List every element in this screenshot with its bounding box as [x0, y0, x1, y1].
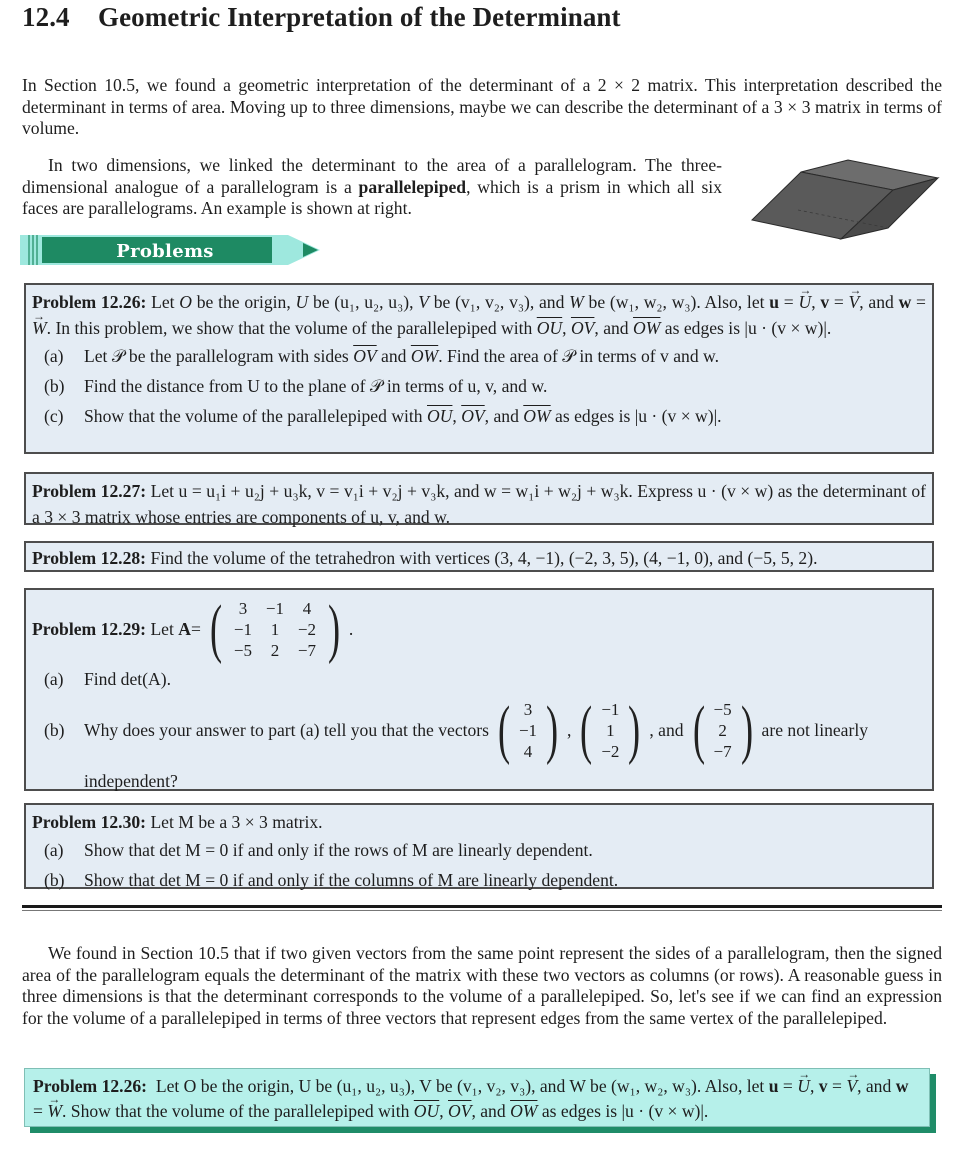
text: Let: [151, 292, 180, 312]
matrix-entry: −5: [233, 640, 252, 660]
point-o: O: [179, 292, 193, 312]
vector-u: u: [769, 292, 780, 312]
text: as edges is |u · (v × w)|.: [660, 318, 832, 338]
segment-ow: $\overline{OW}$: [633, 318, 661, 338]
part-label: (a): [44, 840, 64, 860]
vector-arrow-v: → V: [849, 289, 860, 315]
text: as edges is |u · (v × w)|.: [537, 1101, 709, 1121]
section-divider: [22, 905, 942, 908]
part-text: Show that det M = 0 if and only if the columns of M are linearly dependent.: [84, 870, 619, 890]
segment-ou: $\overline{OU}$: [536, 318, 563, 338]
text: Let 𝒫 be the parallelogram with sides: [84, 346, 354, 366]
text: as edges is |u · (v × w)|.: [550, 406, 722, 426]
text: , which is a prism in which all six faces are parallelograms. An example is shown at right.: [22, 176, 722, 218]
segment-ov: $\overline{OV}$: [353, 346, 377, 366]
segment-ov: $\overline{OV}$: [448, 1101, 472, 1121]
problem-part-b: [32, 865, 926, 895]
problem-part-b-continued: [32, 766, 926, 796]
text: Let O be the origin, U be (u₁, u₂, u₃), V be (v₁, v₂, v₃), and W be (w₁, w₂, w₃). Also, let: [155, 1076, 769, 1096]
text: be the origin,: [192, 292, 296, 312]
text: =: [911, 292, 926, 312]
part-label: (c): [44, 406, 64, 426]
vector-w: w: [898, 292, 912, 312]
vector-entry: 4: [523, 741, 533, 761]
text: In two dimensions, we linked the determinant to the area of a parallelogram. The three-dimensional analogue of a parallelogram is a: [22, 155, 722, 197]
matrix-entry: −1: [233, 619, 252, 639]
part-text: Find det(A).: [84, 669, 171, 689]
part-label: (a): [44, 669, 64, 689]
section-number: 12.4: [22, 2, 70, 32]
part-text: [84, 341, 719, 371]
problem-part-a: [32, 664, 926, 694]
text: . Show that the volume of the parallelepiped with: [61, 1101, 414, 1121]
vector-entry: 1: [606, 720, 615, 740]
section-heading: [22, 2, 621, 33]
text: =: [778, 1076, 798, 1096]
problem-title: Problem 12.26:: [33, 1076, 148, 1096]
left-paren: (: [497, 693, 511, 766]
vector-arrow-u: → U: [798, 289, 811, 315]
right-paren: ): [628, 693, 641, 766]
matrix-entries: [227, 598, 323, 661]
left-paren: (: [580, 693, 593, 766]
matrix-entry: −1: [265, 598, 284, 618]
vector-u: u: [768, 1076, 779, 1096]
point-u: U: [295, 292, 309, 312]
problem-statement: [32, 594, 926, 664]
text: , and: [857, 1076, 896, 1096]
problem-title: Problem 12.29:: [32, 619, 147, 639]
section-title: Geometric Interpretation of the Determinant: [98, 2, 621, 32]
problems-label: Problems: [116, 241, 214, 262]
right-paren: ): [740, 693, 753, 766]
part-text: Find the distance from U to the plane of 𝒫 in terms of u, v, and w.: [84, 376, 548, 396]
matrix-name: A: [178, 619, 192, 639]
text: . Find the area of 𝒫 in terms of v and w.: [438, 346, 719, 366]
vector-entry: −1: [601, 699, 620, 719]
problem-text: Let M be a 3 × 3 matrix.: [150, 812, 323, 832]
part-text: Show that det M = 0 if and only if the rows of M are linearly dependent.: [84, 840, 593, 860]
vector-arrow-u: → U: [797, 1074, 810, 1099]
problem-12-27: [24, 472, 934, 525]
text: Let: [150, 619, 174, 639]
text: Show that the volume of the parallelepiped with: [84, 406, 427, 426]
segment-ow: $\overline{OW}$: [410, 346, 439, 366]
part-label: (a): [44, 346, 64, 366]
part-text: Show that the volume of the parallelepiped with $\overline{OU}$, $\overline{OV}$, and $\overline{OW}$ as edges is |u · (v × w)|.: [84, 406, 722, 426]
vector-entry: −2: [601, 741, 620, 761]
text: , and: [649, 720, 684, 740]
text: =: [33, 1101, 48, 1121]
matrix-entry: −7: [297, 640, 316, 660]
vector-w: w: [895, 1076, 909, 1096]
part-text: Why does your answer to part (a) tell you that the vectors: [84, 720, 490, 740]
vector-entry: 3: [523, 699, 533, 719]
body-paragraph: We found in Section 10.5 that if two given vectors from the same point represent the sides of a parallelogram, then the signed area of the parallelogram equals the determinant of the matrix with these two vectors as columns (or rows). A reasonable guess in three dimensions is that the determinant corresponds to the volume of a parallelepiped. So, let's see if we can find an expression for the volume of a parallelepiped in terms of three vectors that represent edges from the same vertex of the parallelepiped.: [22, 943, 942, 1028]
problem-text: Find the volume of the tetrahedron with vertices (3, 4, −1), (−2, 3, 5), (4, −1, 0), and (−5, 5, 2).: [150, 548, 818, 568]
problem-12-26-callout: Problem 12.26: Let O be the origin, U be (u₁, u₂, u₃), V be (v₁, v₂, v₃), and W be (w₁, w₂, w₃). Also, let u = → U, v = → V, and w = → W. Show that the volume of the parallelepiped with $\overline{OU}$, $\overline{OV}$, and $\overline{OW}$ as edges is |u · (v × w)|.: [24, 1068, 930, 1127]
term-parallelepiped: parallelepiped: [358, 176, 467, 197]
intro-paragraph: In Section 10.5, we found a geometric interpretation of the determinant of a 2 × 2 matrix. This interpretation described the determinant in terms of area. Moving up to three dimensions, maybe we can describe the determinant of a 3 × 3 matrix in terms of volume.: [22, 75, 942, 138]
segment-ow: $\overline{OW}$: [523, 406, 551, 426]
problem-title: Problem 12.27:: [32, 481, 147, 501]
vector-1: [493, 693, 563, 766]
segment-ou: $\overline{OU}$: [427, 406, 453, 426]
vector-3: [688, 693, 758, 766]
problem-part-a: [32, 341, 926, 371]
vector-arrow-w: → W: [32, 315, 47, 341]
text: =: [779, 292, 799, 312]
problem-part-c: [32, 401, 926, 431]
problem-statement: Problem 12.26: Let O be the origin, U be (u₁, u₂, u₃), V be (v₁, v₂, v₃), and W be (w₁, w₂, w₃). Also, let u = → U, v = → V, and w = → W. In this problem, we show that the volume of the parallelepiped with $\overline{OU}$, $\overline{OV}$, and $\overline{OW}$ as edges is |u · (v × w)|.: [32, 289, 926, 341]
problem-statement: [32, 809, 926, 835]
part-label: (b): [44, 376, 65, 396]
problem-title: Problem 12.30:: [32, 812, 147, 832]
part-label: (b): [44, 870, 65, 890]
vector-entry: −7: [713, 741, 732, 761]
problem-title: Problem 12.28:: [32, 548, 147, 568]
matrix-a: [205, 592, 345, 665]
text: =: [829, 292, 849, 312]
left-paren: (: [209, 592, 222, 665]
problem-part-a: [32, 835, 926, 865]
segment-ou: $\overline{OU}$: [413, 1101, 440, 1121]
vector-arrow-w: → W: [47, 1099, 62, 1124]
text: =: [191, 619, 201, 639]
part-label: (b): [44, 720, 65, 740]
segment-ow: $\overline{OW}$: [510, 1101, 538, 1121]
vector-entry: −1: [518, 720, 538, 740]
problem-12-29: [24, 588, 934, 791]
matrix-entry: 4: [302, 598, 312, 618]
matrix-entry: 3: [238, 598, 248, 618]
vector-entries: [515, 699, 541, 762]
problem-12-28: [24, 541, 934, 572]
spacer: [44, 766, 84, 796]
text: ,: [809, 1076, 815, 1096]
problem-part-b: (b) Why does your answer to part (a) tell you that the vectors ( 3 −1 4 ) , ( −1 1 −2 ) , and ( −5 2 −7 ) are not linearly: [44, 693, 869, 766]
section-divider-thin: [22, 910, 942, 911]
text: be (u₁, u₂, u₃),: [308, 292, 419, 312]
vector-v: v: [818, 1076, 828, 1096]
vector-v: v: [820, 292, 830, 312]
matrix-entry: −2: [297, 619, 316, 639]
problem-part-b: [32, 371, 926, 401]
matrix-entry: 1: [270, 619, 280, 639]
part-text: independent?: [84, 771, 178, 791]
text: be (w₁, w₂, w₃). Also, let: [583, 292, 770, 312]
text: . In this problem, we show that the volume of the parallelepiped with: [46, 318, 537, 338]
vector-entries: [710, 699, 736, 762]
text: , and: [859, 292, 899, 312]
right-paren: ): [545, 693, 559, 766]
vector-entry: 2: [718, 720, 727, 740]
text: and: [376, 346, 411, 366]
parallelepiped-figure: [738, 150, 958, 240]
text: .: [348, 619, 354, 639]
vector-arrow-v: → V: [846, 1074, 857, 1099]
vector-2: [575, 693, 645, 766]
problem-12-26: [24, 283, 934, 454]
point-v: V: [418, 292, 429, 312]
point-w: W: [569, 292, 584, 312]
segment-ov: $\overline{OV}$: [570, 318, 595, 338]
text: be (v₁, v₂, v₃), and: [428, 292, 570, 312]
vector-entry: −5: [713, 699, 732, 719]
problems-banner: [20, 233, 325, 267]
text: =: [827, 1076, 847, 1096]
vector-entries: [597, 699, 623, 762]
text: ,: [811, 292, 816, 312]
problem-text: Let u = u₁i + u₂j + u₃k, v = v₁i + v₂j + v₃k, and w = w₁i + w₂j + w₃k. Express u · (v × w) as the determinant of a 3 × 3 matrix whose entries are components of u, v, and w.: [32, 481, 926, 527]
segment-ov: $\overline{OV}$: [461, 406, 485, 426]
text: are not linearly: [761, 720, 869, 740]
parallelepiped-paragraph: [22, 155, 722, 220]
matrix-entry: 2: [270, 640, 280, 660]
problem-title: Problem 12.26:: [32, 292, 147, 312]
problem-12-30: [24, 803, 934, 889]
right-paren: ): [327, 592, 340, 665]
left-paren: (: [692, 693, 705, 766]
